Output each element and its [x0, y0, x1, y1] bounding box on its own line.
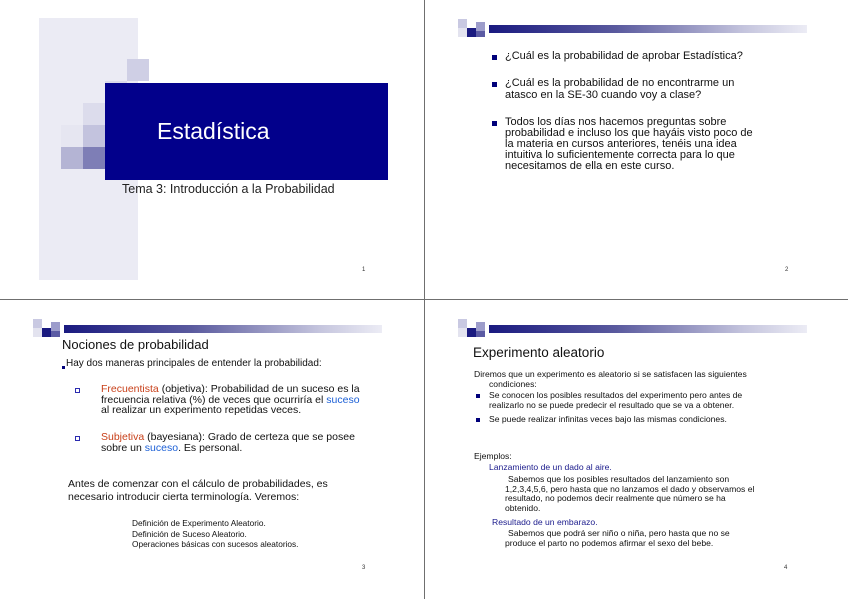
- slide1-deco-square: [83, 125, 105, 147]
- header-logo-icon: [458, 319, 490, 337]
- slide-1: [0, 0, 423, 299]
- example-line: Sabemos que podrá ser niño o niña, pero hasta que no se: [508, 528, 730, 538]
- list-item: Operaciones básicas con sucesos aleatorios.: [132, 539, 299, 549]
- slide2-bullet-2: [505, 78, 734, 101]
- example-line: 1,2,3,4,5,6, pero hasta que no lanzamos el dado y observamos el: [505, 483, 755, 494]
- frec-text: (objetiva): Probabilidad de un suceso es la: [158, 383, 360, 395]
- slide-4: [425, 300, 848, 599]
- bullet-line: la materia en cursos anteriores, tenéis una idea: [505, 138, 737, 150]
- bullet-line: necesitamos de ella en este curso.: [505, 160, 675, 172]
- example-2-title: Resultado de un embarazo.: [492, 517, 598, 527]
- bullet-icon: [492, 121, 497, 126]
- para-line: necesario introducir cierta terminología. Veremos:: [68, 491, 300, 503]
- slide4-bullet-1: [489, 391, 742, 410]
- subj-term: Subjetiva: [101, 431, 145, 443]
- example-line: produce el parto no podemos afirmar el sexo del bebe.: [505, 537, 714, 548]
- slide3-title: Nociones de probabilidad: [62, 337, 209, 352]
- example-1-text: [505, 475, 754, 513]
- bullet-line: probabilidad e incluso los que hayáis visto poco de: [505, 127, 753, 139]
- example-line: Sabemos que los posibles resultados del lanzamiento son: [508, 474, 730, 484]
- suceso-link[interactable]: suceso: [144, 441, 179, 454]
- list-item: Definición de Suceso Aleatorio.: [132, 528, 247, 539]
- slide3-paragraph: [68, 478, 328, 504]
- example-1-title: Lanzamiento de un dado al aire.: [489, 462, 612, 472]
- hollow-bullet-icon: [75, 436, 80, 441]
- examples-label: Ejemplos:: [474, 451, 512, 461]
- bullet-line: Se puede realizar infinitas veces bajo las mismas condiciones.: [489, 414, 727, 424]
- slide4-bullet-2: [489, 415, 727, 425]
- slide3-subjetiva: [101, 432, 355, 453]
- slide1-deco-square: [83, 147, 105, 169]
- header-gradient-bar: [489, 325, 807, 333]
- page-number: 3: [362, 565, 366, 571]
- slide1-title: Estadística: [157, 118, 270, 144]
- frec-text: frecuencia relativa (%) de veces que ocurriría el: [101, 393, 327, 406]
- bullet-icon: [492, 55, 497, 60]
- header-gradient-bar: [64, 325, 382, 333]
- page-number: 4: [784, 565, 788, 571]
- header-gradient-bar: [489, 25, 807, 33]
- subj-text: . Es personal.: [178, 441, 243, 454]
- bullet-line: Se conocen los posibles resultados del experimento pero antes de: [489, 390, 743, 400]
- slide1-deco-square: [83, 103, 105, 125]
- bullet-line: Todos los días nos hacemos preguntas sobre: [505, 116, 727, 128]
- slide1-deco-square: [61, 147, 83, 169]
- slide1-subtitle: Tema 3: Introducción a la Probabilidad: [122, 182, 335, 196]
- bullet-icon: [476, 418, 480, 422]
- suceso-link[interactable]: suceso: [326, 393, 360, 406]
- subj-text: (bayesiana): Grado de certeza que se posee: [144, 431, 355, 443]
- slide3-frecuentista: [101, 384, 360, 416]
- subj-text: sobre un: [101, 441, 145, 454]
- slide4-intro: [474, 370, 747, 389]
- example-line: resultado, no podemos decir realmente que número se ha: [505, 493, 726, 504]
- header-logo-icon: [458, 19, 490, 37]
- slide1-deco-square: [127, 59, 149, 81]
- page-number: 2: [785, 267, 789, 273]
- list-item: Definición de Experimento Aleatorio.: [132, 518, 266, 528]
- example-line: obtenido.: [505, 502, 541, 513]
- subj-line-2: [101, 443, 355, 454]
- example-2-text: [505, 529, 730, 548]
- bullet-icon: [492, 82, 497, 87]
- intro-line: condiciones:: [489, 378, 537, 389]
- frec-term: Frecuentista: [101, 383, 159, 395]
- header-logo-icon: [33, 319, 65, 337]
- bullet-line: ¿Cuál es la probabilidad de aprobar Estadística?: [505, 50, 743, 62]
- page-number: 1: [362, 267, 366, 273]
- slide-3: [0, 300, 423, 599]
- bullet-line: atasco en la SE-30 cuando voy a clase?: [505, 88, 702, 101]
- bullet-line: realizarlo no se puede predecir el resultado que se va a obtener.: [489, 399, 735, 410]
- intro-line: Diremos que un experimento es aleatorio si se satisfacen las siguientes: [474, 369, 747, 379]
- para-line: Antes de comenzar con el cálculo de probabilidades, es: [68, 478, 328, 490]
- slide-2: [425, 0, 848, 299]
- slide2-bullet-1: [505, 51, 743, 63]
- slide2-bullet-3: [505, 117, 753, 172]
- bullet-line: intuitiva lo suficientemente correcta para lo que: [505, 149, 735, 161]
- slide4-title: Experimento aleatorio: [473, 345, 605, 360]
- bullet-line: ¿Cuál es la probabilidad de no encontrarme un: [505, 77, 735, 89]
- slide3-intro: Hay dos maneras principales de entender la probabilidad:: [66, 358, 322, 369]
- frec-line-3: al realizar un experimento repetidas veces.: [101, 404, 302, 416]
- slide3-list: [132, 518, 299, 550]
- bullet-icon: [62, 366, 65, 369]
- hollow-bullet-icon: [75, 388, 80, 393]
- bullet-icon: [476, 394, 480, 398]
- slide1-deco-square: [61, 125, 83, 147]
